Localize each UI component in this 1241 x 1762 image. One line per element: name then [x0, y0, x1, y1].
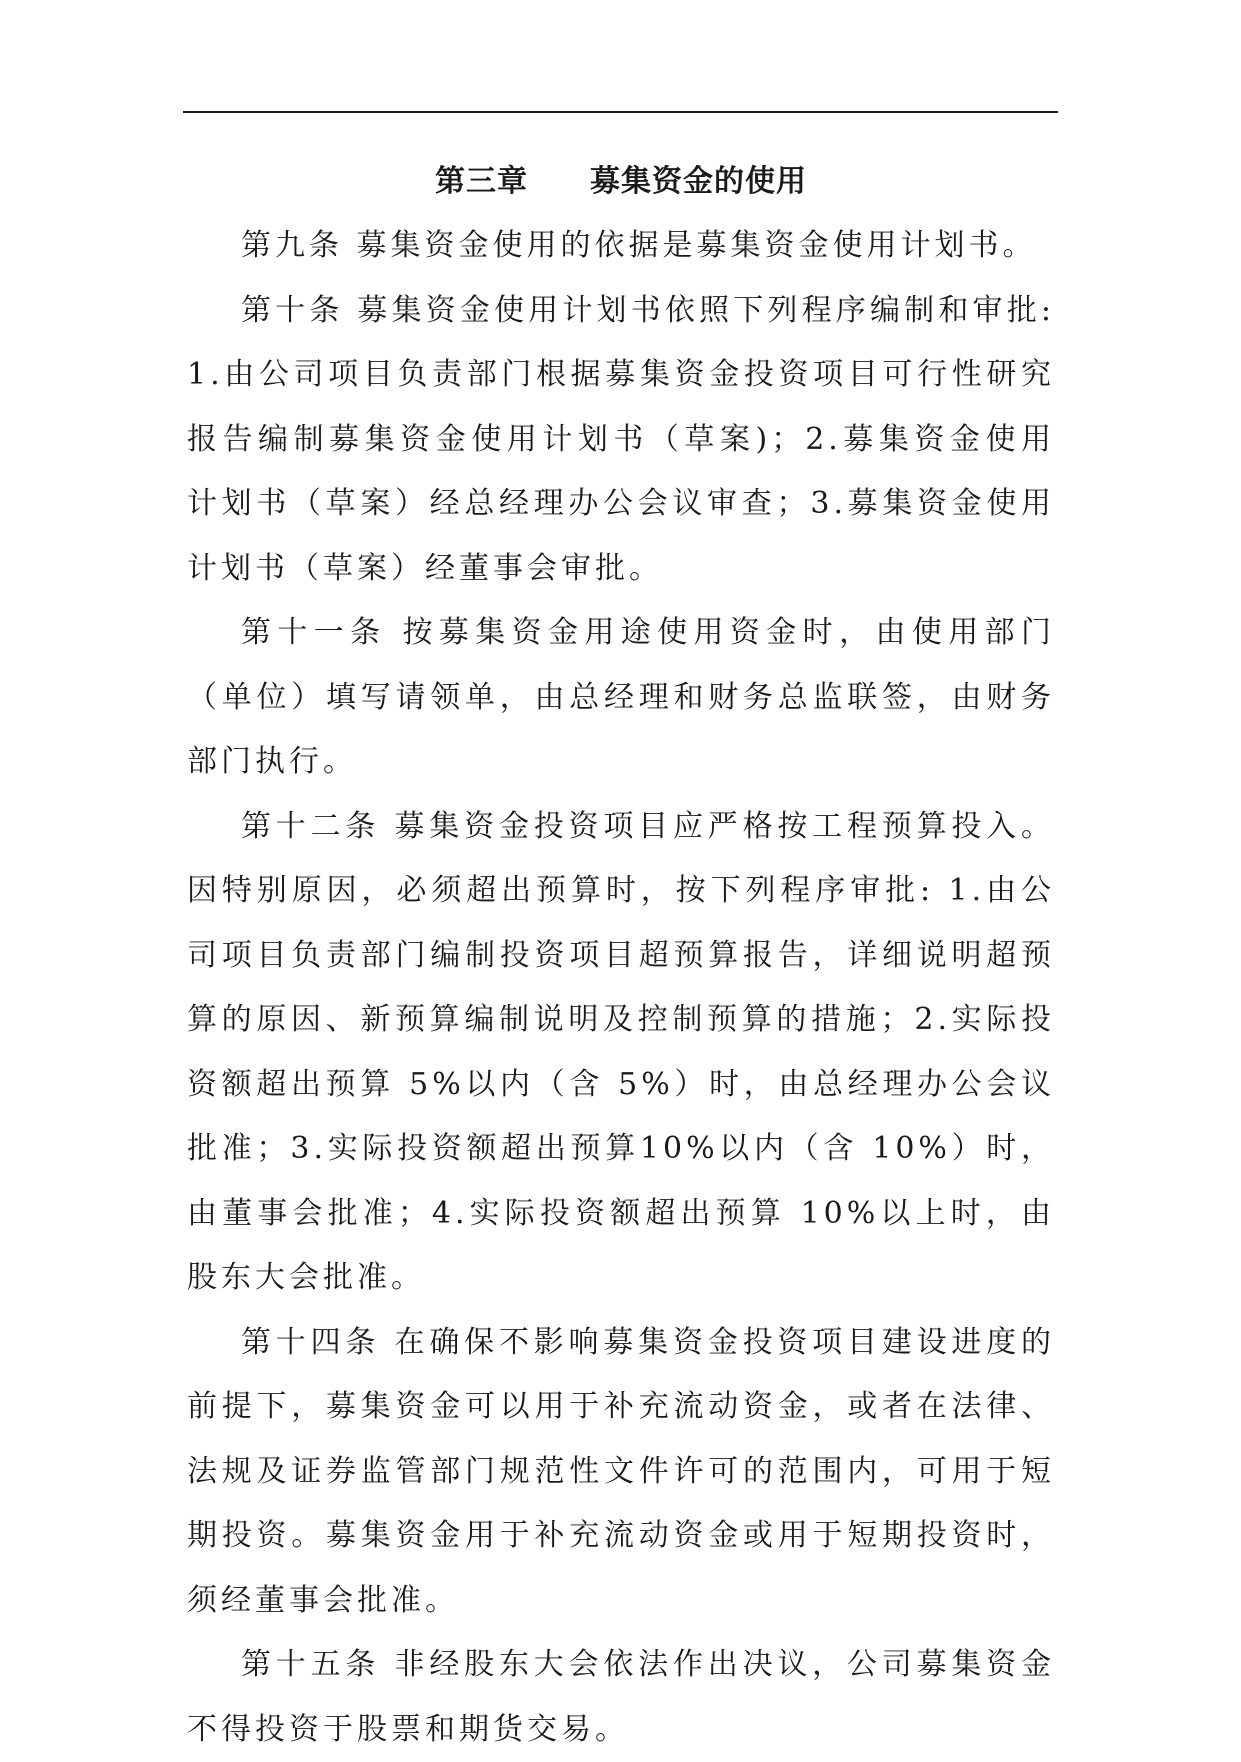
chapter-title: 第三章 募集资金的使用: [435, 164, 807, 199]
article-15: 第十五条 非经股东大会依法作出决议，公司募集资金不得投资于股票和期货交易。: [187, 1647, 1055, 1747]
article-14: 第十四条 在确保不影响募集资金投资项目建设进度的前提下，募集资金可以用于补充流动资金，或者在法律、法规及证券监管部门规范性文件许可的范围内，可用于短期投资。募集资金用于补充流动资金或用于短期投资时，须经董事会批准。: [187, 1324, 1055, 1618]
article-9: 第九条 募集资金使用的依据是募集资金使用计划书。: [241, 228, 1037, 263]
article-12: 第十二条 募集资金投资项目应严格按工程预算投入。因特别原因，必须超出预算时，按下列程序审批: 1.由公司项目负责部门编制投资项目超预算报告，详细说明超预算的原因、新预算编制说明及控制预算的措施；2.实际投资额超出预算 5%以内（含 5%）时，由总经理办公会议批准；3.实际投资额超出预算10%以内（含 10%）时，由董事会批准；4.实际投资额超出预算 10%以上时，由股东大会批准。: [187, 808, 1055, 1295]
article-11: 第十一条 按募集资金用途使用资金时，由使用部门（单位）填写请领单，由总经理和财务总监联签，由财务部门执行。: [187, 615, 1055, 779]
header-rule: [183, 111, 1058, 113]
page-body: [187, 150, 1055, 1762]
article-10: 第十条 募集资金使用计划书依照下列程序编制和审批: 1.由公司项目负责部门根据募集资金投资项目可行性研究报告编制募集资金使用计划书（草案)；2.募集资金使用计划书（草案）经总经理办公会议审查；3.募集资金使用计划书（草案）经董事会审批。: [187, 292, 1055, 586]
